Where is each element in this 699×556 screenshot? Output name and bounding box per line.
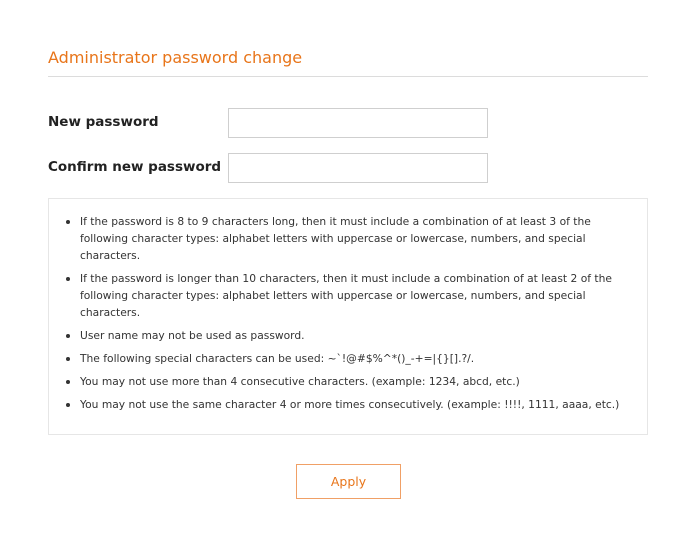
rule-item: User name may not be used as password. [80,327,633,344]
confirm-password-label: Confirm new password [48,159,222,175]
title-divider [48,76,648,77]
rule-item: If the password is 8 to 9 characters long, then it must include a combination of at least 3 of the following character types: alphabet letters with uppercase or lowercase, numbers, and special characters. [80,213,633,264]
rule-item: If the password is longer than 10 characters, then it must include a combination of at least 2 of the following character types: alphabet letters with uppercase or lowercase, numbers, and special characters. [80,270,633,321]
confirm-password-input[interactable] [228,153,488,183]
confirm-password-row [48,153,648,183]
password-rules-box [48,198,648,435]
page-title: Administrator password change [48,48,303,67]
apply-button[interactable]: Apply [296,464,401,499]
rule-item: The following special characters can be used: ~`!@#$%^*()_-+=|{}[].?/. [80,350,633,367]
rule-item: You may not use more than 4 consecutive characters. (example: 1234, abcd, etc.) [80,373,633,390]
new-password-row [48,108,648,138]
new-password-label: New password [48,114,159,130]
new-password-input[interactable] [228,108,488,138]
password-rules-list [63,213,633,413]
rule-item: You may not use the same character 4 or more times consecutively. (example: !!!!, 1111, aaaa, etc.) [80,396,633,413]
